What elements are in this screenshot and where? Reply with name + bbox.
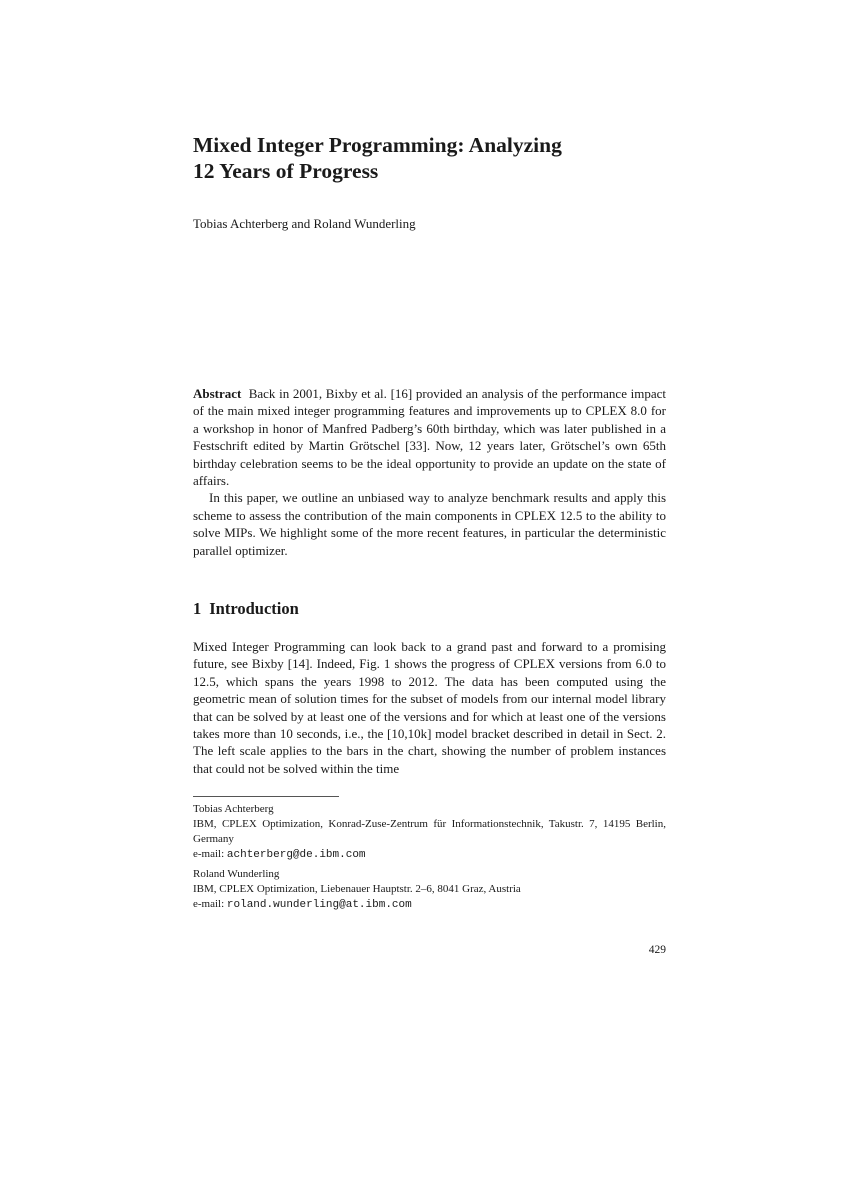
footnote-name: Roland Wunderling: [193, 868, 280, 880]
page-number: 429: [648, 944, 666, 956]
title-line-1: Mixed Integer Programming: Analyzing: [193, 133, 562, 157]
email-link[interactable]: roland.wunderling@at.ibm.com: [226, 899, 412, 911]
abstract: [193, 385, 666, 559]
footnote-author-1: [193, 802, 666, 863]
section-number: 1: [193, 599, 202, 618]
section-heading: [193, 598, 299, 620]
introduction-paragraph: Mixed Integer Programming can look back to a grand past and forward to a promising future, see Bixby [14]. Indeed, Fig. 1 shows the progress of CPLEX versions from 6.0 to 12.5, which spans the years 1998 to 2012. The data has been computed using the geometric mean of solution times for the subset of models from our internal model library that can be solved by at least one of the versions and for which at least one of the versions takes more than 10 seconds, i.e., the [10,10k] model bracket described in detail in Sect. 2. The left scale applies to the bars in the chart, showing the number of problem instances that could not be solved within the time: [193, 639, 666, 776]
footnote-email-line: [193, 847, 666, 863]
email-link[interactable]: achterberg@de.ibm.com: [226, 849, 366, 861]
abstract-paragraph-2: In this paper, we outline an unbiased way to analyze benchmark results and apply this scheme to assess the contribution of the main components in CPLEX 12.5 to the ability to solve MIPs. We highlight some of the more recent features, in particular the deterministic parallel optimizer.: [193, 490, 666, 558]
footnote-affiliation: IBM, CPLEX Optimization, Konrad-Zuse-Zentrum für Informationstechnik, Takustr. 7, 14195 Berlin, Germany: [193, 818, 666, 845]
footnote-author-2: [193, 867, 666, 913]
introduction-body: [193, 638, 666, 777]
author-footnotes: [193, 802, 666, 917]
footnote-divider: [193, 796, 339, 797]
footnote-affiliation: IBM, CPLEX Optimization, Liebenauer Hauptstr. 2–6, 8041 Graz, Austria: [193, 883, 521, 895]
email-label: e-mail:: [193, 898, 225, 910]
title-line-2: 12 Years of Progress: [193, 159, 379, 183]
abstract-paragraph-1: [193, 385, 666, 489]
section-title: Introduction: [209, 599, 299, 618]
footnote-email-line: [193, 897, 666, 913]
abstract-label: Abstract: [193, 386, 242, 401]
email-label: e-mail:: [193, 848, 225, 860]
abstract-text-1: Back in 2001, Bixby et al. [16] provided an analysis of the performance impact of the main mixed integer programming features and improvements up to CPLEX 8.0 for a workshop in honor of Manfred Padberg’s 60th birthday, which was later published in a Festschrift edited by Martin Grötschel [33]. Now, 12 years later, Grötschel’s own 65th birthday celebration seems to be the ideal opportunity to provide an update on the state of affairs.: [193, 386, 667, 489]
footnote-name: Tobias Achterberg: [193, 803, 274, 815]
paper-title: [193, 132, 666, 184]
author-list: Tobias Achterberg and Roland Wunderling: [193, 216, 416, 231]
